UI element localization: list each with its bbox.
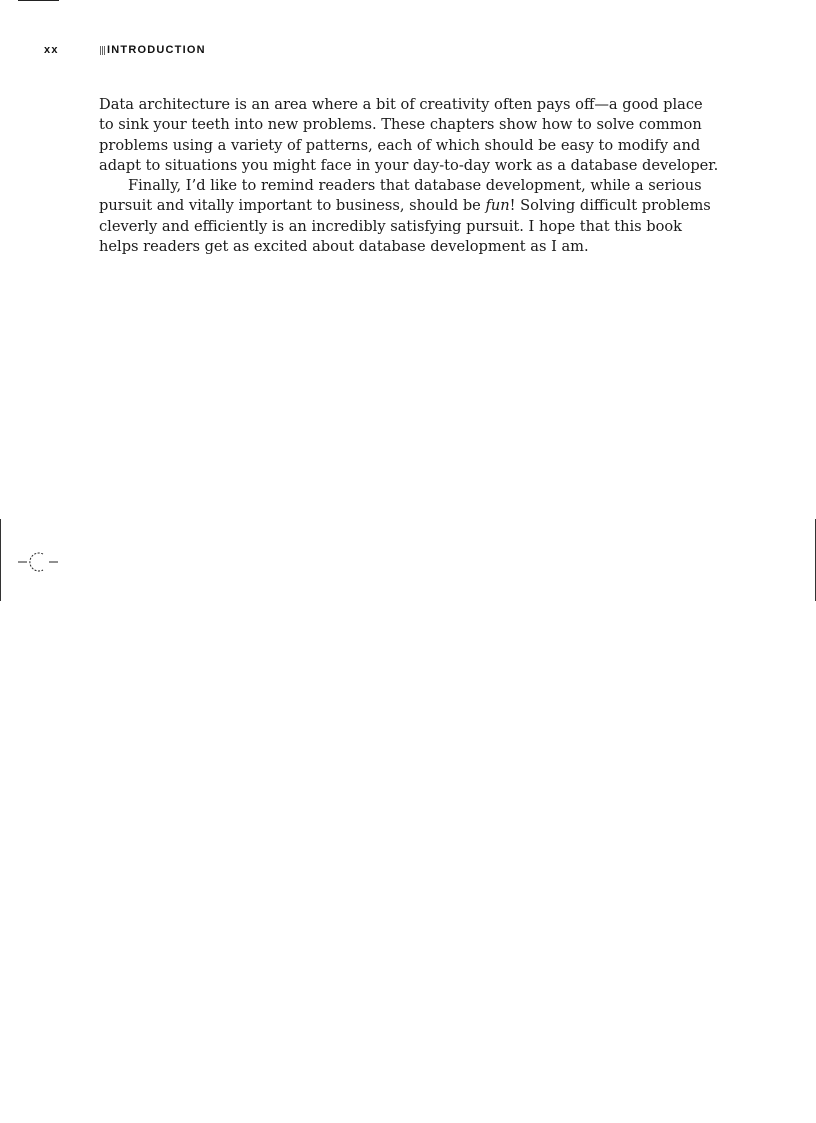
paragraph-2-start: Finally, I’d like to remind readers that database development, while a serious pursuit and vitally important to business, should be (99, 177, 702, 215)
body-text (99, 95, 719, 257)
page-number: xx (44, 44, 59, 56)
running-header (44, 44, 776, 58)
paragraph-2 (99, 176, 719, 257)
paragraph-2-end: ! Solving difficult problems cleverly and efficiently is an incredibly satisfying pursuit. I hope that this book helps readers get as excited about database development as I am. (99, 197, 711, 256)
registration-mark-icon (18, 551, 60, 573)
emphasis-text: fun (485, 197, 510, 215)
paragraph-1: Data architecture is an area where a bit of creativity often pays off—a good place to sink your teeth into new problems. These chapters show how to solve common problems using a variety of patterns, each of which should be easy to modify and adapt to situations you might face in your day-to-day work as a database developer. (99, 96, 719, 174)
hatch-ornament-icon (100, 46, 106, 55)
section-heading (100, 44, 206, 56)
section-title: INTRODUCTION (107, 44, 206, 56)
left-margin-rule (0, 519, 1, 601)
crop-mark-top (18, 0, 59, 1)
